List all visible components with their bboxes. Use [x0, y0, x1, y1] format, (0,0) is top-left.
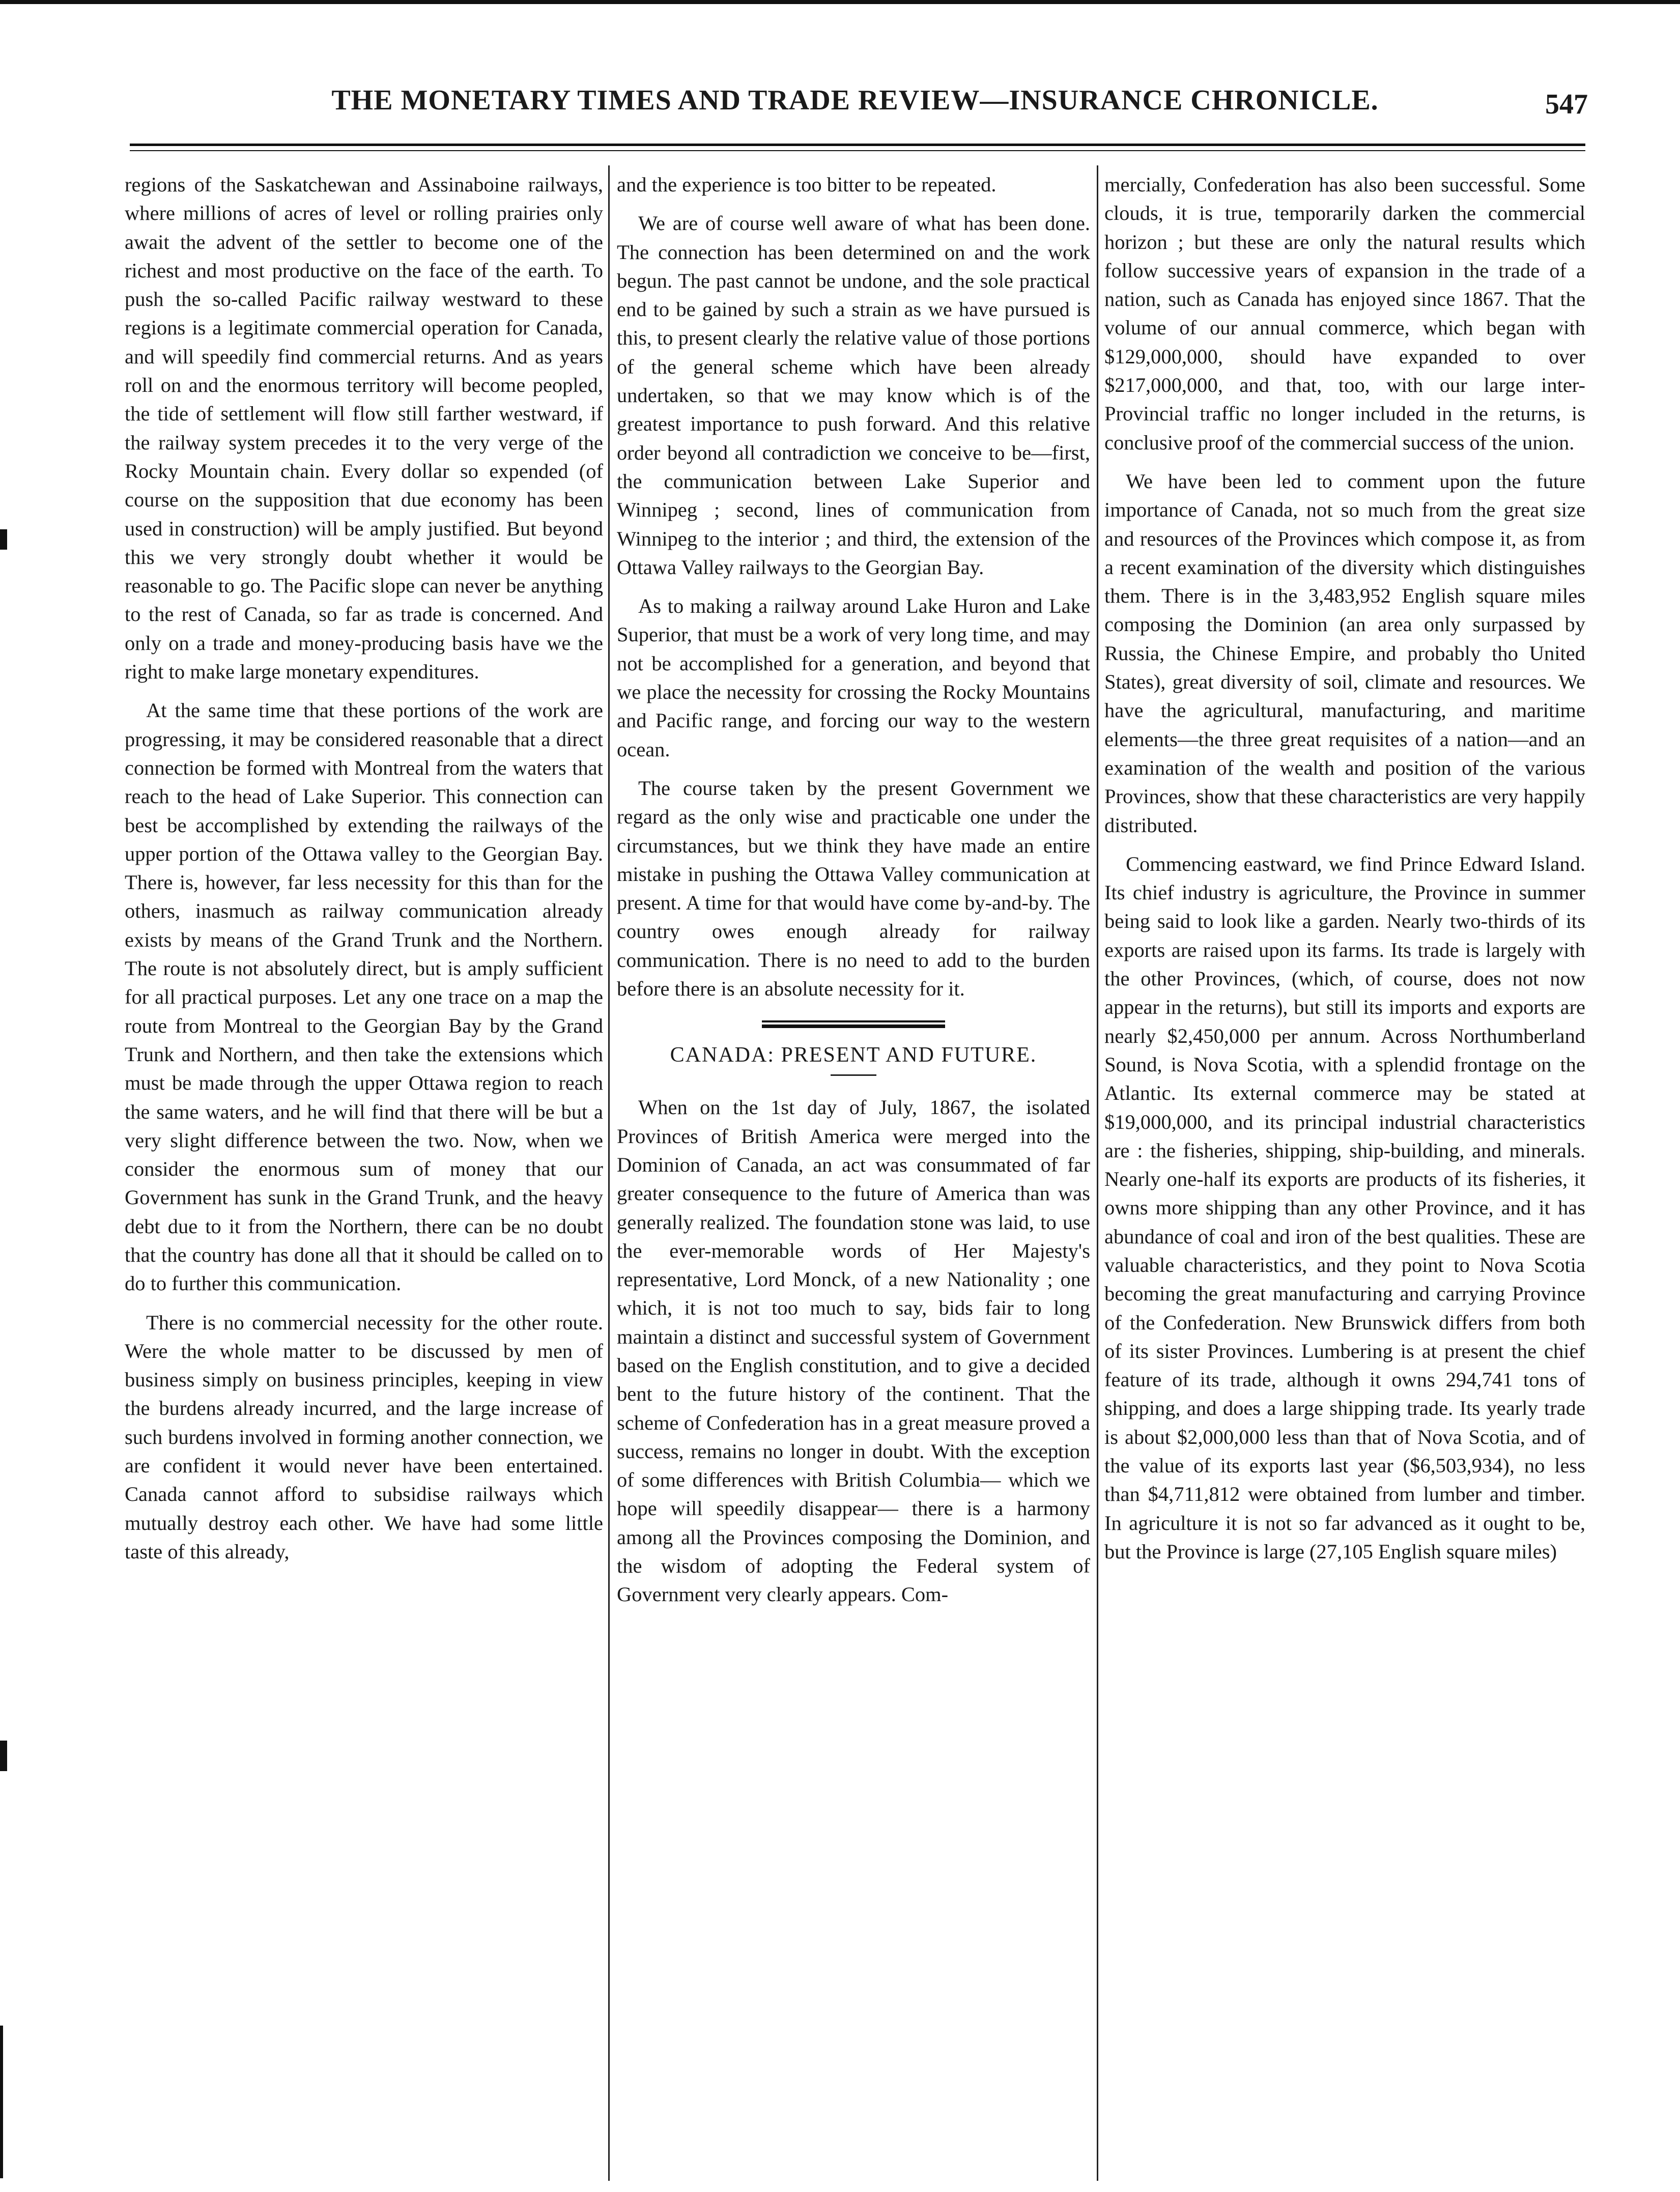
page-number: 547: [1545, 89, 1588, 120]
column-3: [1104, 170, 1585, 2186]
margin-mark: [0, 2026, 3, 2178]
paragraph: We have been led to comment upon the future importance of Canada, not so much from the great size and resources of the Provinces which compose it, as from a recent examination of the diversity which distinguishes them. There is in the 3,483,952 English square miles composing the Dominion (an area only surpassed by Russia, the Chinese Empire, and probably tho United States), great diversity of soil, climate and resources. We have the agricultural, manufacturing, and maritime elements—the three great requisites of a nation—and an examination of the wealth and position of the various Provinces, show that these characteristics are very happily distributed.: [1104, 469, 1585, 837]
header-rule-thin: [130, 150, 1585, 151]
column-1: [125, 170, 603, 2186]
column-2: [617, 170, 1090, 2186]
paragraph: At the same time that these portions of the work are progressing, it may be considered reasonable that a direct connection be formed with Montreal from the waters that reach to the head of Lake Superior. This connection can best be accomplished by extending the railways of the upper portion of the Ottawa valley to the Georgian Bay. There is, however, far less necessity for this than for the others, inasmuch as railway communication already exists by means of the Grand Trunk and the Northern. The route is not absolutely direct, but is amply sufficient for all practical purposes. Let any one trace on a map the route from Montreal to the Georgian Bay by the Grand Trunk and Northern, and then take the extensions which must be made through the upper Ottawa region to reach the same waters, and he will find that there will be but a very slight difference between the two. Now, when we consider the enormous sum of money that our Government has sunk in the Grand Trunk, and the heavy debt due to it from the Northern, there can be no doubt that the country has done all that it should be called on to do to further this communication.: [125, 699, 603, 1295]
publication-title: THE MONETARY TIMES AND TRADE REVIEW—INSURANCE CHRONICLE.: [331, 84, 1379, 116]
margin-mark: [0, 529, 7, 550]
header-rule-thick: [130, 144, 1585, 146]
margin-mark: [0, 1741, 7, 1771]
paragraph: regions of the Saskatchewan and Assinaboine railways, where millions of acres of level or rolling prairies only await the advent of the settler to become one of the richest and most productive on the face of the earth. To push the so-called Pacific railway westward to these regions is a legitimate commercial operation for Canada, and will speedily find commercial returns. And as years roll on and the enormous territory will become peopled, the tide of settlement will flow still farther westward, if the railway system precedes it to the very verge of the Rocky Mountain chain. Every dollar so expended (of course on the supposition that due economy has been used in construction) will be amply justified. But beyond this we very strongly doubt whether it would be reasonable to go. The Pacific slope can never be anything to the rest of Canada, so far as trade is concerned. And only on a trade and money-producing basis have we the right to make large monetary expenditures.: [125, 173, 603, 684]
paragraph: mercially, Confederation has also been successful. Some clouds, it is true, temporarily darken the commercial horizon ; but these are only the natural results which follow successive years of expansion in the trade of a nation, such as Canada has enjoyed since 1867. That the volume of our annual commerce, which began with $129,000,000, should have expanded to over $217,000,000, and that, too, with our large inter-Provincial traffic no longer included in the returns, is conclusive proof of the commercial success of the union.: [1104, 173, 1585, 454]
article-separator: [762, 1020, 945, 1028]
paragraph: The course taken by the present Government we regard as the only wise and practicable one under the circumstances, but we think they have made an entire mistake in pushing the Ottawa Valley communication at present. A time for that would have come by-and-by. The country owes enough already for railway communication. There is no need to add to the burden before there is an absolute necessity for it.: [617, 776, 1090, 1001]
paragraph: We are of course well aware of what has been done. The connection has been determined on and the work begun. The past cannot be undone, and the sole practical end to be gained by such a strain as we have pursued is this, to present clearly the relative value of those portions of the general scheme which have been already undertaken, so that we may know which is of the greatest importance to push forward. And this relative order beyond all contradiction we conceive to be—first, the communication between Lake Superior and Winnipeg ; second, lines of communication from Winnipeg to the interior ; and third, the extension of the Ottawa Valley railways to the Georgian Bay.: [617, 212, 1090, 579]
column-divider-2: [1097, 165, 1098, 2181]
headline-rule: [831, 1074, 876, 1076]
paragraph: and the experience is too bitter to be repeated.: [617, 173, 996, 196]
article-headline: CANADA: PRESENT AND FUTURE.: [670, 1043, 1037, 1067]
paragraph: As to making a railway around Lake Huron and Lake Superior, that must be a work of very long time, and may not be accomplished for a generation, and beyond that we place the necessity for crossing the Rocky Mountains and Pacific range, and forcing our way to the western ocean.: [617, 594, 1090, 761]
paragraph: Commencing eastward, we find Prince Edward Island. Its chief industry is agriculture, the Province in summer being said to look like a garden. Nearly two-thirds of its exports are raised upon its farms. Its trade is largely with the other Provinces, (which, of course, does not now appear in the returns), but still its imports and exports are nearly $2,450,000 per annum. Across Northumberland Sound, is Nova Scotia, with a splendid frontage on the Atlantic. Its external commerce may be stated at $19,000,000, and its principal industrial characteristics are : the fisheries, shipping, ship-building, and minerals. Nearly one-half its exports are products of its fisheries, it owns more shipping than any other Province, and it has abundance of coal and iron of the best qualities. These are valuable characteristics, and they point to Nova Scotia becoming the great manufacturing and carrying Province of the Confederation. New Brunswick differs from both of its sister Provinces. Lumbering is at present the chief feature of its trade, although it owns 294,741 tons of shipping, and does a large shipping trade. Its yearly trade is about $2,000,000 less than that of Nova Scotia, and of the value of its exports last year ($6,503,934), no less than $4,711,812 were obtained from lumber and timber. In agriculture it is not so far advanced as it ought to be, but the Province is large (27,105 English square miles): [1104, 852, 1585, 1563]
paragraph: There is no commercial necessity for the other route. Were the whole matter to be discussed by men of business simply on business principles, keeping in view the burdens already incurred, and the large increase of such burdens involved in forming another connection, we are confident it would never have been entertained. Canada cannot afford to subsidise railways which mutually destroy each other. We have had some little taste of this already,: [125, 1311, 603, 1563]
top-border: [0, 0, 1680, 4]
column-divider-1: [608, 165, 610, 2181]
running-head: [122, 84, 1588, 135]
paragraph: When on the 1st day of July, 1867, the isolated Provinces of British America were merged into the Dominion of Canada, an act was consummated of far greater consequence to the future of America than was generally realized. The foundation stone was laid, to use the ever-memorable words of Her Majesty's representative, Lord Monck, of a new Nationality ; one which, it is not too much to say, bids fair to long maintain a distinct and successful system of Government based on the English constitution, and to give a decided bent to the future history of the continent. That the scheme of Confederation has in a great measure proved a success, remains no longer in doubt. With the exception of some differences with British Columbia— which we hope will speedily disappear— there is a harmony among all the Provinces composing the Dominion, and the wisdom of adopting the Federal system of Government very clearly appears. Com-: [617, 1096, 1090, 1606]
